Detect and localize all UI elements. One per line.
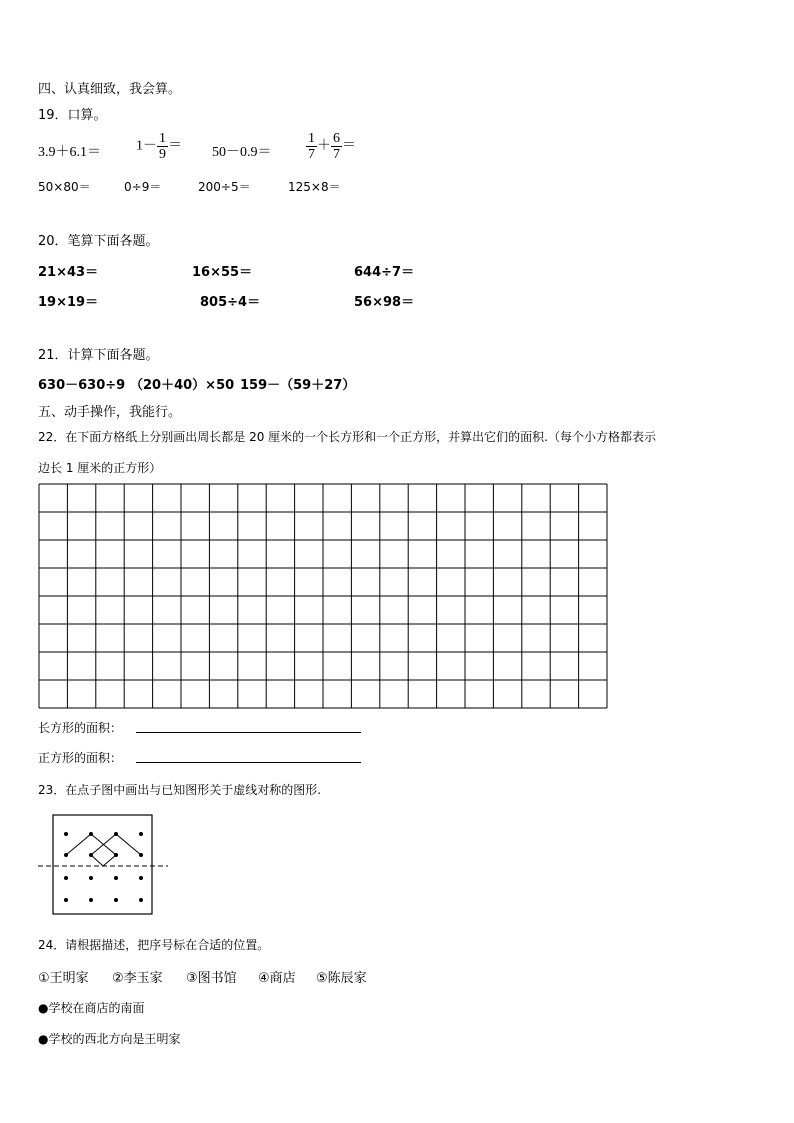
rectangle-area-answer-line[interactable]	[136, 732, 361, 733]
square-area-label: 正方形的面积：	[38, 751, 123, 765]
q20-item: 805÷4＝	[200, 295, 261, 310]
q21-item: 630－630÷9	[38, 378, 126, 393]
plus-sign: ＋	[317, 138, 331, 154]
q19-item-1: 3.9＋6.1＝	[38, 145, 101, 160]
q19-row2-item: 125×8＝	[288, 180, 341, 194]
q24-option: ②李玉家	[112, 971, 163, 986]
q19-row2-item: 50×80＝	[38, 180, 91, 194]
fraction-numerator: 1	[159, 131, 166, 146]
fraction	[157, 131, 168, 162]
q19-item-2-suffix: ＝	[168, 138, 182, 154]
question-20-title: 20．笔算下面各题。	[38, 234, 159, 249]
q19-row2-item: 200÷5＝	[198, 180, 251, 194]
dot	[139, 898, 143, 902]
q19-item-4-suffix: ＝	[342, 138, 356, 154]
section-5-heading: 五、动手操作，我能行。	[38, 405, 182, 420]
dot	[89, 898, 93, 902]
fraction-denominator: 9	[159, 147, 166, 162]
q19-item-2-prefix: 1－	[136, 138, 157, 154]
q20-item: 19×19＝	[38, 295, 99, 310]
section-4-heading: 四、认真细致，我会算。	[38, 82, 182, 97]
fraction-denominator: 7	[308, 147, 315, 162]
q19-row2-item: 0÷9＝	[124, 180, 162, 194]
question-23-title: 23．在点子图中画出与已知图形关于虚线对称的图形.	[38, 783, 322, 797]
fraction-denominator: 7	[333, 147, 340, 162]
q24-option: ⑤陈辰家	[316, 971, 367, 986]
q24-option: ④商店	[258, 971, 296, 986]
dot	[64, 898, 68, 902]
q20-item: 56×98＝	[354, 295, 415, 310]
question-22-text-continued: 边长 1 厘米的正方形）	[38, 461, 162, 475]
dot	[139, 832, 143, 836]
square-area-answer-line[interactable]	[136, 762, 361, 763]
dot	[64, 832, 68, 836]
dot	[89, 876, 93, 880]
q21-item: （20＋40）×50	[130, 378, 235, 393]
fraction	[331, 131, 342, 162]
question-19-title: 19．口算。	[38, 108, 107, 123]
rectangle-area-label: 长方形的面积：	[38, 721, 123, 735]
fraction-numerator: 6	[333, 131, 340, 146]
q19-item-3: 50－0.9＝	[212, 145, 272, 160]
fraction-numerator: 1	[308, 131, 315, 146]
q19-item-2	[136, 131, 182, 162]
dot-grid-dots	[64, 832, 143, 902]
question-22-text: 22．在下面方格纸上分别画出周长都是 20 厘米的一个长方形和一个正方形，并算出它们的面积.（每个小方格都表示	[38, 430, 656, 444]
q20-item: 644÷7＝	[354, 265, 415, 280]
dot	[139, 876, 143, 880]
q21-item: 159－（59＋27）	[240, 378, 356, 393]
square-grid-paper[interactable]	[38, 483, 608, 709]
q24-option: ③图书馆	[186, 971, 237, 986]
dot	[114, 876, 118, 880]
question-24-title: 24．请根据描述，把序号标在合适的位置。	[38, 938, 270, 952]
fraction	[306, 131, 317, 162]
q24-clue: ●学校在商店的南面	[38, 1001, 145, 1015]
q19-item-4	[306, 131, 356, 162]
q20-item: 21×43＝	[38, 265, 99, 280]
dot	[64, 876, 68, 880]
q20-item: 16×55＝	[192, 265, 253, 280]
question-21-title: 21．计算下面各题。	[38, 348, 159, 363]
given-figure-outline	[66, 834, 141, 866]
dot-grid-symmetry-figure[interactable]	[36, 812, 172, 918]
dot-grid-frame	[53, 815, 152, 914]
q24-clue: ●学校的西北方向是王明家	[38, 1032, 181, 1046]
q24-option: ①王明家	[38, 971, 89, 986]
dot	[114, 898, 118, 902]
